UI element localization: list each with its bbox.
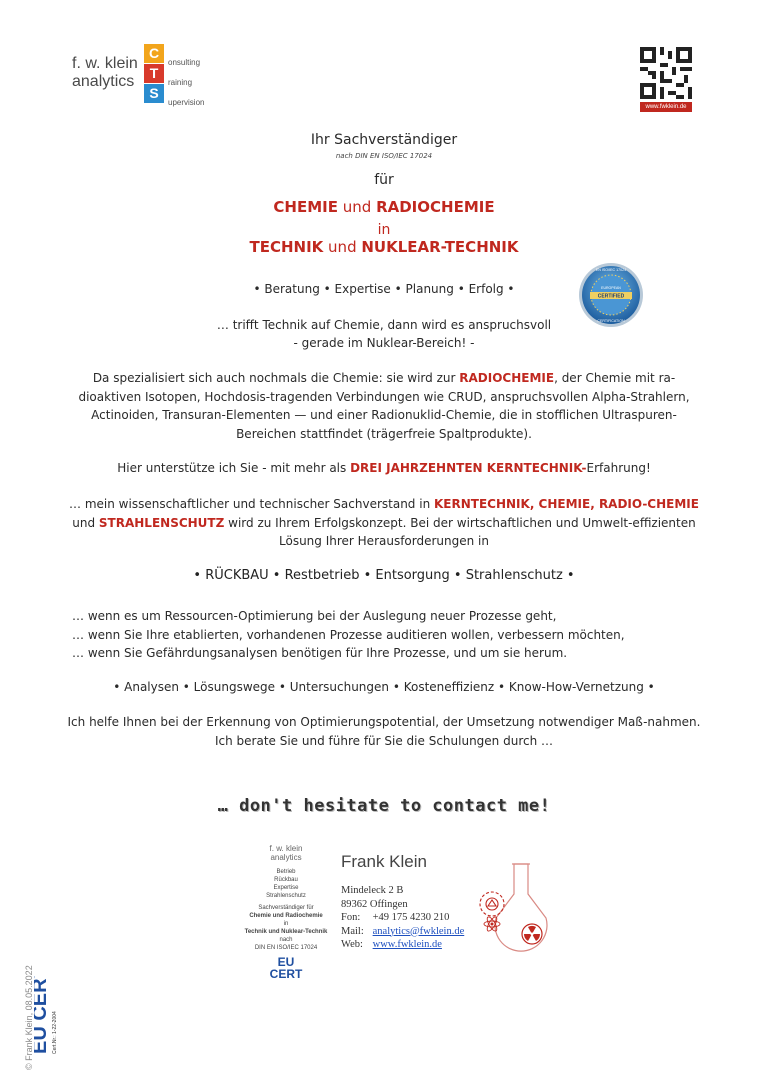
intro-technik: Technik <box>262 318 308 332</box>
focus-areas-line: • RÜCKBAU • Restbetrieb • Entsorgung • Strahlenschutz • <box>193 568 575 583</box>
p5-line-3: … wenn Sie Gefährdungsanalysen benötigen für Ihre Prozesse, und um sie herum. <box>72 646 568 660</box>
card-street: Mindeleck 2 B <box>341 885 404 896</box>
p1-radiochemie: RADIOCHEMIE <box>459 371 555 385</box>
title-technik <box>40 238 728 256</box>
title-main: Sachverständiger <box>334 132 458 148</box>
card-sv-6: DIN EN ISO/IEC 17024 <box>254 945 318 951</box>
p2-c: Erfahrung! <box>586 461 651 475</box>
card-service-4: Strahlenschutz <box>266 893 306 899</box>
card-web-label: Web: <box>341 939 363 950</box>
logo-line-2: analytics <box>72 73 135 90</box>
title-line <box>40 132 728 148</box>
intro-nuklear: Nuklear-Bereich <box>366 336 462 350</box>
p1-c: , der Chemie mit ra-dioaktiven Isotopen, Hochdosis-tragenden Verbindungen wie CRUD, anspruchsvollen Alpha-Strahlern, Actinoiden, Transuran-Elementen — und einer Radionuklid-Chemie, die in stofflichen Ultraspuren-Bereichen stattfindet (trägerfreie Spaltprodukte). <box>78 371 690 441</box>
cts-blocks <box>144 44 166 104</box>
card-city: 89362 Offingen <box>341 898 408 910</box>
seal-bottom: CERTIFICATION <box>597 319 625 323</box>
title-fuer: für <box>374 172 394 188</box>
flask-icon <box>470 860 560 960</box>
cts-word-1: onsulting <box>168 58 201 67</box>
logo-line-1: f. w. klein <box>72 55 138 72</box>
card-mail-link[interactable]: analytics@fwklein.de <box>372 925 465 937</box>
p3-c: und <box>72 515 99 530</box>
intro-a: … trifft <box>216 318 263 332</box>
title-in: in <box>377 222 391 238</box>
card-service-1: Betrieb <box>276 869 296 875</box>
services-line: • Beratung • Expertise • Planung • Erfolg • <box>253 282 515 296</box>
title-chemie <box>40 198 728 216</box>
offerings-line: • Analysen • Lösungswege • Untersuchungen • Kosteneffizienz • Know-How-Vernetzung • <box>113 680 655 694</box>
card-name: Frank Klein <box>341 852 427 871</box>
card-logo-1: f. w. klein <box>269 844 303 853</box>
title-tech-2: NUKLEAR-TECHNIK <box>361 238 519 256</box>
card-service-2: Rückbau <box>274 877 298 883</box>
card-mail-label: Mail: <box>341 925 364 937</box>
card-fon[interactable]: +49 175 4230 210 <box>372 912 450 923</box>
cts-s: S <box>144 84 164 103</box>
card-sv-3: in <box>283 921 289 927</box>
intro-c: auf <box>307 318 335 332</box>
eu-cert-icon <box>34 976 68 1062</box>
paragraph-expertise <box>64 495 704 551</box>
cts-word-3: upervision <box>168 98 205 107</box>
intro-e: , dann wird es anspruchsvoll <box>379 318 552 332</box>
card-sv-1: Sachverständiger für <box>258 905 314 911</box>
intro-f: - gerade im <box>293 336 367 350</box>
title-und-2: und <box>323 238 362 256</box>
p2-a: Hier unterstütze ich Sie - mit mehr als <box>117 461 351 475</box>
contact-call-to-action: … don't hesitate to contact me! <box>217 796 551 816</box>
p3-a: … mein wissenschaftlicher und technischer Sachverstand in <box>69 497 434 511</box>
intro-h: ! - <box>461 336 475 350</box>
card-fon-row <box>341 911 464 925</box>
title-tech-1: TECHNIK <box>249 238 324 256</box>
company-logo <box>72 44 212 106</box>
p1-a: Da spezialisiert sich auch nochmals die Chemie: sie wird zur <box>92 371 460 385</box>
card-logo-column <box>244 844 328 980</box>
card-sv-5: nach <box>279 937 293 943</box>
p3-e: wird zu Ihrem Erfolgskonzept. Bei der wirtschaftlichen und Umwelt-effizienten Lösung Ihrer Herausforderungen in <box>224 515 696 548</box>
p5-line-2: … wenn Sie Ihre etablierten, vorhandenen Prozesse auditieren wollen, verbessern möchten, <box>72 627 625 642</box>
title-chem-2: RADIOCHEMIE <box>376 198 495 216</box>
qr-code-icon <box>640 46 692 100</box>
p2-b: DREI JAHRZEHNTEN KERNTECHNIK- <box>350 461 587 475</box>
card-address <box>341 884 464 952</box>
paragraph-when <box>72 607 692 663</box>
title-chem-1: CHEMIE <box>273 198 338 216</box>
seal-certified: CERTIFIED <box>597 293 625 300</box>
card-service-3: Expertise <box>273 885 299 891</box>
card-web-link[interactable]: www.fwklein.de <box>372 939 442 950</box>
logo-text <box>72 55 138 91</box>
paragraph-radiochemie <box>64 369 704 443</box>
copyright-sidebar: © Frank Klein, 08.05.2022 <box>24 965 34 1070</box>
cts-c: C <box>144 44 164 63</box>
title-prefix: Ihr <box>310 132 335 148</box>
card-fon-label: Fon: <box>341 912 361 923</box>
intro-line <box>40 316 728 352</box>
card-logo-2: analytics <box>270 853 302 862</box>
card-web-row <box>341 938 464 952</box>
seal-european: EUROPEAN <box>601 286 621 290</box>
cts-words <box>168 53 204 113</box>
paragraph-help: Ich helfe Ihnen bei der Erkennung von Optimierungspotential, der Umsetzung notwendiger Maß-nahmen. Ich berate Sie und führe für Sie die Schulungen durch … <box>67 715 701 748</box>
card-eu-cert-logo: EU CERT <box>269 955 303 981</box>
flask-illustration <box>470 860 560 960</box>
p5-line-1: … wenn es um Ressourcen-Optimierung bei der Auslegung neuer Prozesse geht, <box>72 609 557 623</box>
intro-chemie: Chemie <box>334 318 380 332</box>
card-sv-2: Chemie und Radiochemie <box>249 913 323 919</box>
cts-word-2: raining <box>168 78 193 87</box>
seal-top: EN ISO/IEC 17024 <box>595 268 627 272</box>
qr-url-label[interactable]: www.fwklein.de <box>640 102 692 112</box>
eu-cert-number: Cert.Nr.: 1-22-2004 <box>52 1011 58 1054</box>
card-sv-4: Technik und Nuklear-Technik <box>244 929 328 935</box>
paragraph-experience <box>64 459 704 478</box>
title-und-1: und <box>337 198 377 216</box>
p3-b: KERNTECHNIK, CHEMIE, RADIO-CHEMIE <box>434 497 699 511</box>
eu-cert-text: EU CER <box>34 978 51 1054</box>
p3-d: STRAHLENSCHUTZ <box>98 515 225 530</box>
qr-code[interactable] <box>640 46 692 112</box>
eu-cert-logo <box>34 976 68 1062</box>
title-norm: nach DIN EN ISO/IEC 17024 <box>335 152 433 160</box>
cts-t: T <box>144 64 164 83</box>
card-mail-row <box>341 925 464 939</box>
